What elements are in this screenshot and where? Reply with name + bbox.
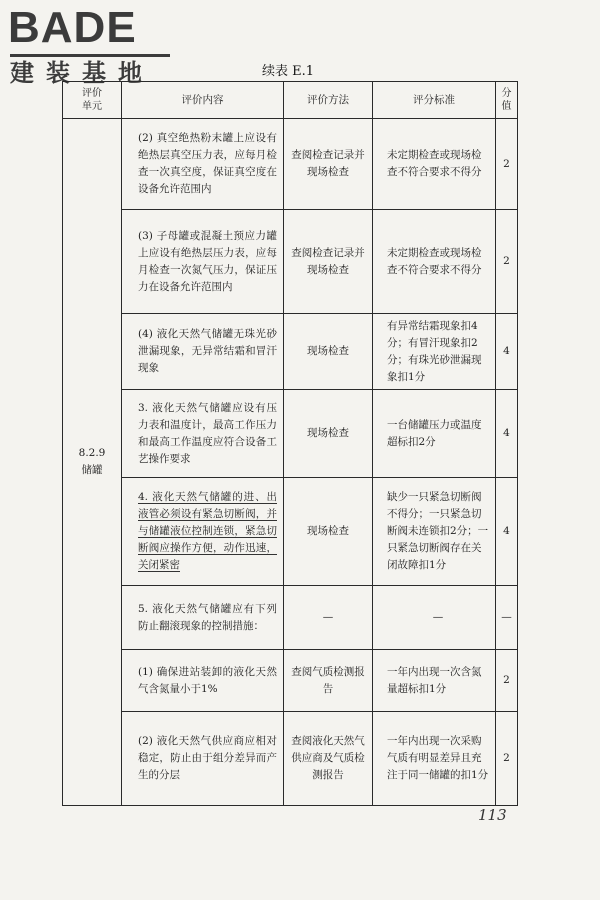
evaluation-table: [62, 81, 518, 806]
table-row: [63, 712, 518, 806]
unit-cell: [63, 119, 122, 806]
row-content: (2) 真空绝热粉末罐上应设有绝热层真空压力表，应每月检查一次真空度，保证真空度在设备允许范围内: [122, 119, 284, 210]
table-caption: 续表 E.1: [262, 64, 315, 79]
unit-name: 储罐: [81, 464, 103, 476]
row-method: 现场检查: [284, 314, 373, 390]
table-row: [63, 478, 518, 586]
table-row: [63, 650, 518, 712]
row-standard: —: [373, 586, 496, 650]
row-standard: 一年内出现一次含氮量超标扣1分: [373, 650, 496, 712]
row-method: 现场检查: [284, 390, 373, 478]
row-method: —: [284, 586, 373, 650]
table-header-row: [63, 82, 518, 119]
row-content: 4. 液化天然气储罐的进、出液管必须设有紧急切断阀，并与储罐液位控制连锁，紧急切断阀应操作方便，动作迅速，关闭紧密: [122, 478, 284, 586]
row-content: 3. 液化天然气储罐应设有压力表和温度计，最高工作压力和最高工作温度应符合设备工艺操作要求: [122, 390, 284, 478]
row-content: (3) 子母罐或混凝土预应力罐上应设有绝热层压力表，应每月检查一次氮气压力，保证压力在设备允许范围内: [122, 210, 284, 314]
row-content: (4) 液化天然气储罐无珠光砂泄漏现象，无异常结霜和冒汗现象: [122, 314, 284, 390]
header-standard: 评分标准: [373, 82, 496, 119]
header-unit: 评价 单元: [63, 82, 122, 119]
bade-logo: [8, 4, 178, 88]
logo-divider: [10, 54, 170, 57]
row-content: (1) 确保进站装卸的液化天然气含氮量小于1%: [122, 650, 284, 712]
table-row: [63, 314, 518, 390]
row-score: 4: [496, 478, 518, 586]
logo-main-text: BADE: [8, 3, 137, 52]
row-score: 2: [496, 650, 518, 712]
unit-code: 8.2.9: [78, 447, 106, 459]
row-standard: 未定期检查或现场检查不符合要求不得分: [373, 210, 496, 314]
row-standard: 一台储罐压力或温度超标扣2分: [373, 390, 496, 478]
header-method: 评价方法: [284, 82, 373, 119]
row-content: (2) 液化天然气供应商应相对稳定，防止由于组分差异而产生的分层: [122, 712, 284, 806]
row-standard: 一年内出现一次采购气质有明显差异且充注于同一储罐的扣1分: [373, 712, 496, 806]
row-score: —: [496, 586, 518, 650]
table-row: [63, 119, 518, 210]
page-number: 113: [478, 806, 507, 824]
row-score: 2: [496, 210, 518, 314]
row-method: 查阅气质检测报告: [284, 650, 373, 712]
row-method: 查阅检查记录并现场检查: [284, 119, 373, 210]
row-standard: 有异常结霜现象扣4分；有冒汗现象扣2分；有珠光砂泄漏现象扣1分: [373, 314, 496, 390]
header-score: 分 值: [496, 82, 518, 119]
row-score: 2: [496, 712, 518, 806]
row-score: 4: [496, 390, 518, 478]
row-method: 查阅检查记录并现场检查: [284, 210, 373, 314]
table-row: [63, 390, 518, 478]
row-standard: 未定期检查或现场检查不符合要求不得分: [373, 119, 496, 210]
table-row: [63, 586, 518, 650]
row-content: 5. 液化天然气储罐应有下列防止翻滚现象的控制措施：: [122, 586, 284, 650]
row-standard: 缺少一只紧急切断阀不得分；一只紧急切断阀未连锁扣2分；一只紧急切断阀存在关闭故障扣1分: [373, 478, 496, 586]
row-method: 查阅液化天然气供应商及气质检测报告: [284, 712, 373, 806]
row-score: 4: [496, 314, 518, 390]
row-score: 2: [496, 119, 518, 210]
header-content: 评价内容: [122, 82, 284, 119]
logo-sub-text: 建装基地: [10, 59, 154, 87]
row-method: 现场检查: [284, 478, 373, 586]
table-row: [63, 210, 518, 314]
